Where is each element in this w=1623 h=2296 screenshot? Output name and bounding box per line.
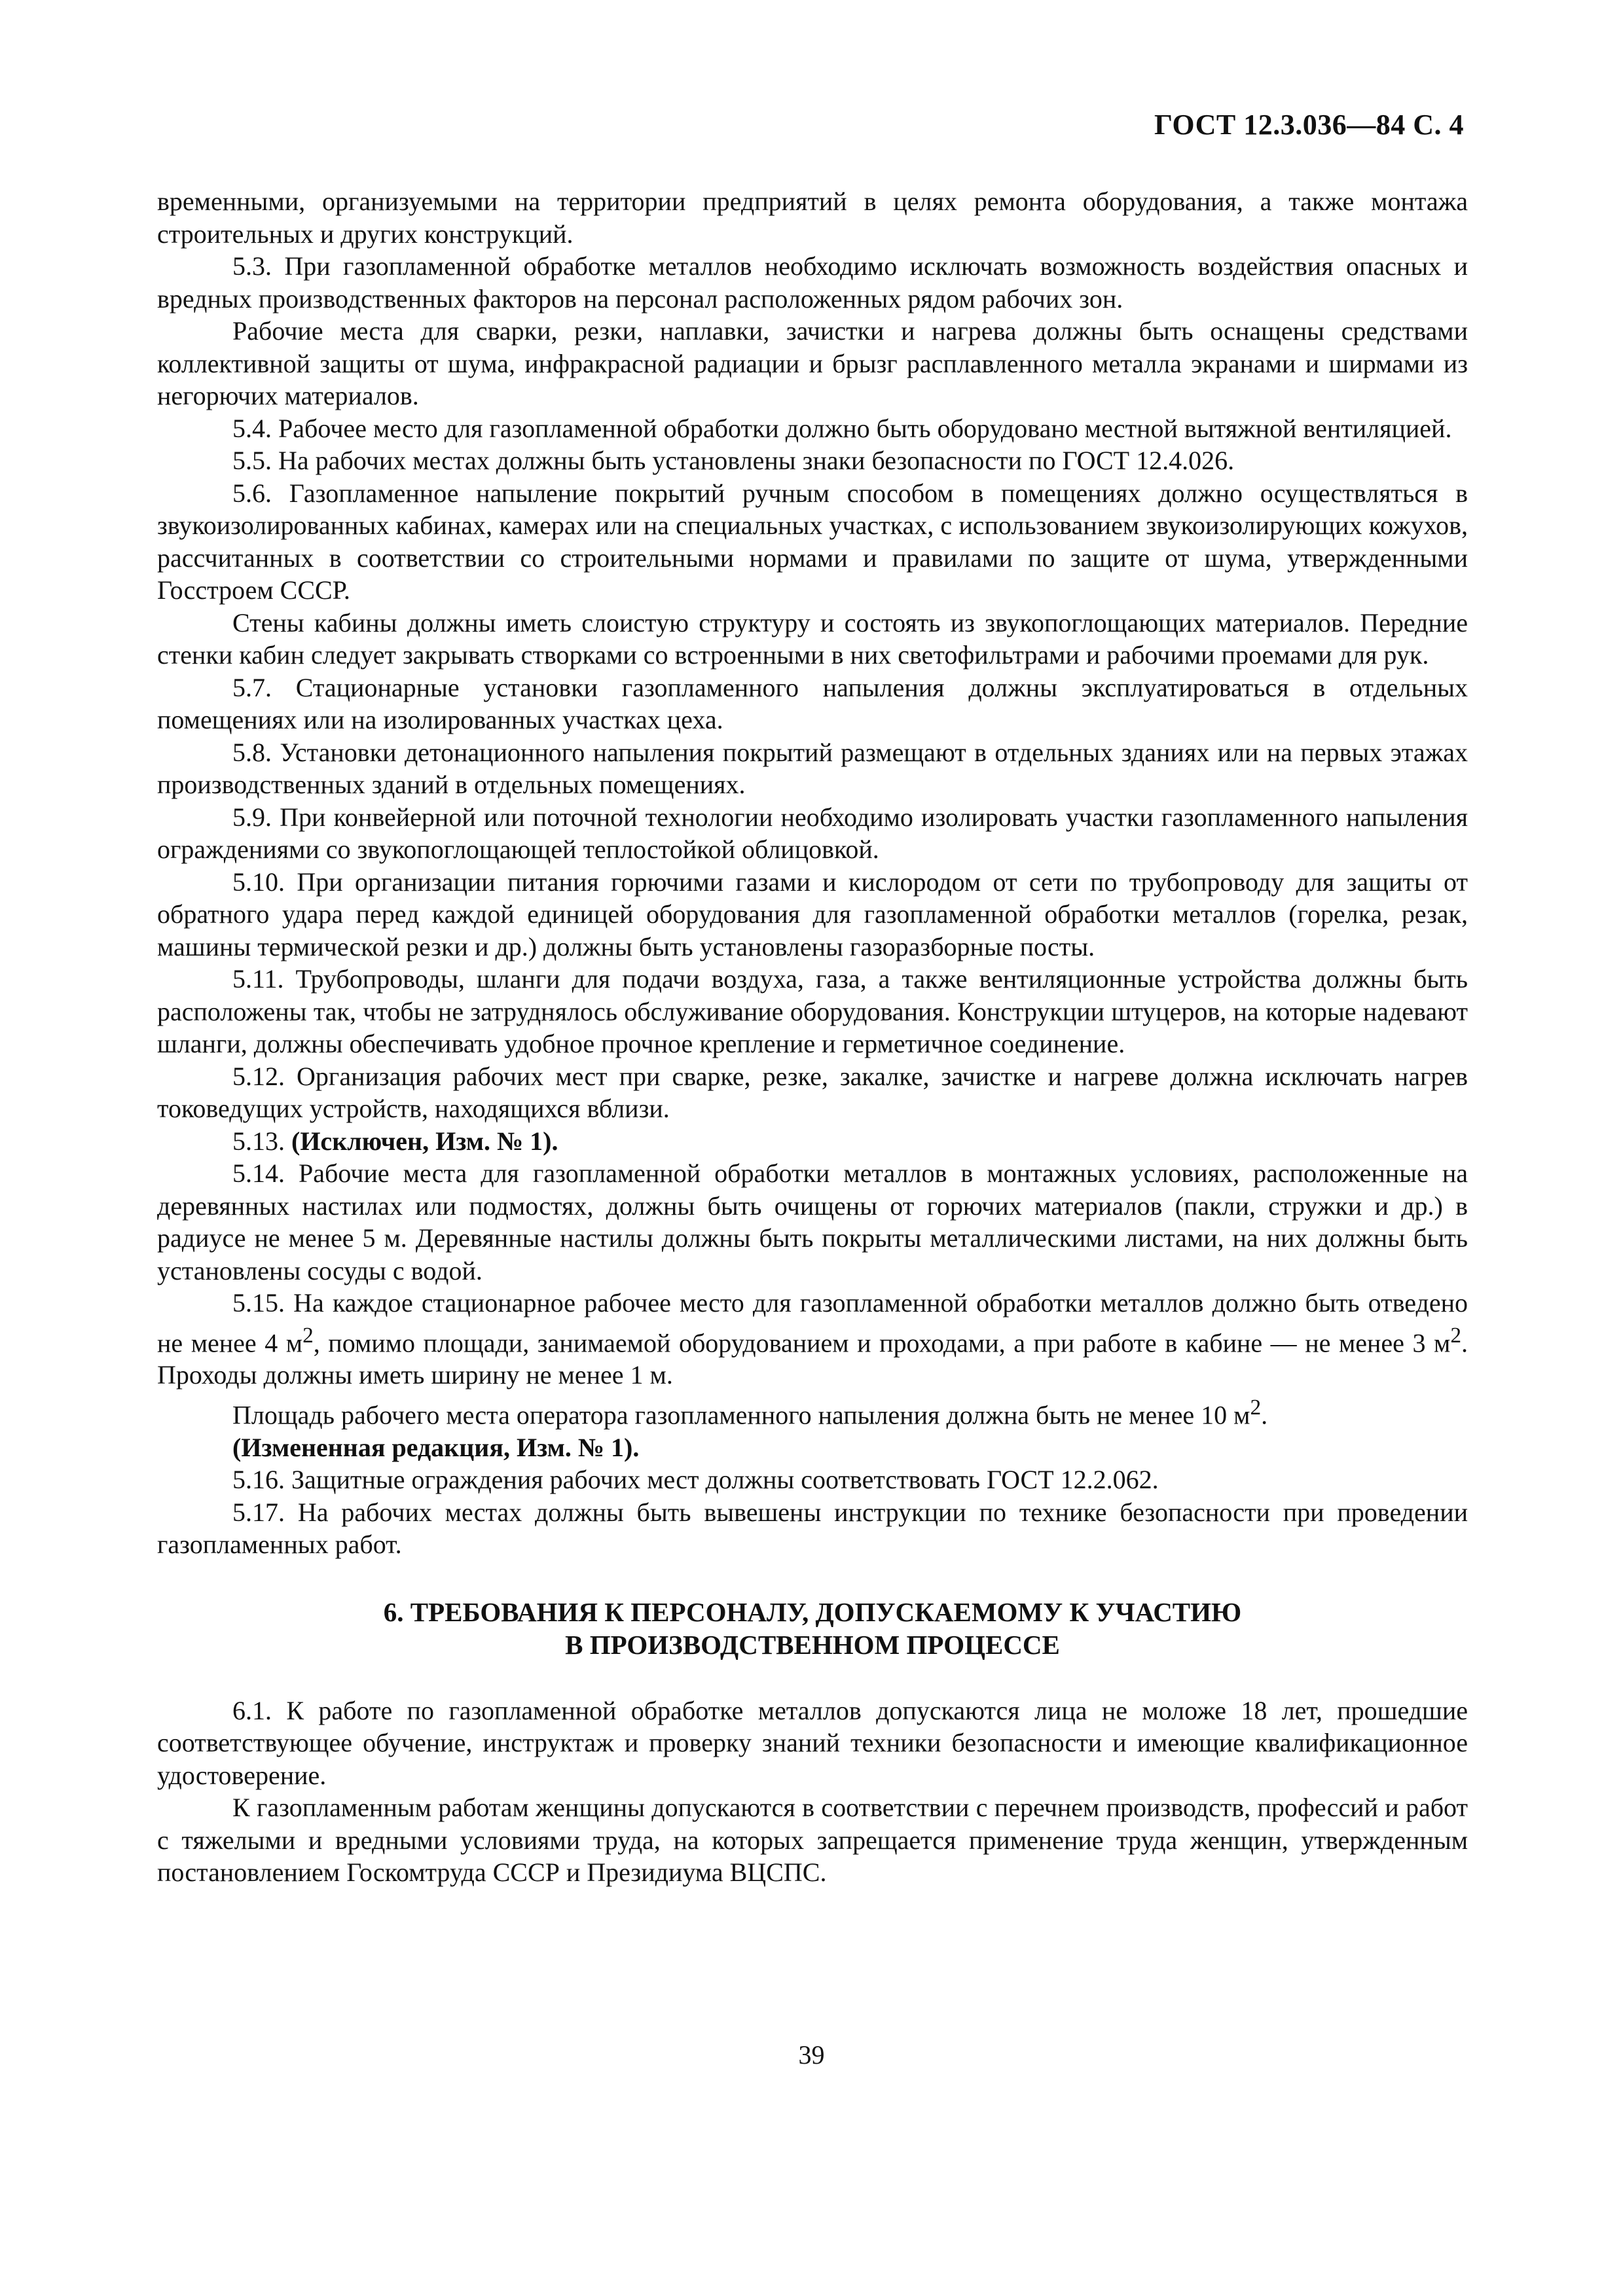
paragraph-5-12: 5.12. Организация рабочих мест при сварке, резке, закалке, зачистке и нагреве должна исключать нагрев токоведущих устройств, находящихся вблизи. — [157, 1061, 1468, 1123]
paragraph-5-7: 5.7. Стационарные установки газопламенного напыления должны эксплуатироваться в отдельных помещениях или на изолированных участках цеха. — [157, 672, 1468, 734]
page-number: 39 — [798, 2040, 825, 2070]
paragraph-5-15-area — [157, 1391, 1468, 1431]
paragraph-number: 5.13. — [232, 1126, 291, 1156]
paragraph-6-1-women: К газопламенным работам женщины допускаются в соответствии с перечнем производств, профессий и работ с тяжелыми и вредными условиями труда, на которых запрещается применение труда женщин, утвержденным постановлением Госкомтруда СССР и Президиума ВЦСПС. — [157, 1793, 1468, 1888]
text-segment: , помимо площади, занимаемой оборудованием и проходами, а при работе в кабине — не менее 3 м — [313, 1327, 1451, 1357]
text-segment: Площадь рабочего места оператора газопламенного напыления должна быть не менее 10 м — [232, 1400, 1250, 1430]
text-segment: . — [1261, 1400, 1268, 1430]
paragraph-5-5: 5.5. На рабочих местах должны быть установлены знаки безопасности по ГОСТ 12.4.026. — [232, 446, 1235, 475]
paragraph-5-11: 5.11. Трубопроводы, шланги для подачи воздуха, газа, а также вентиляционные устройства должны быть расположены так, чтобы не затруднялось обслуживание оборудования. Конструкции штуцеров, на которые надевают шланги, должны обеспечивать удобное прочное крепление и герметичное соединение. — [157, 964, 1468, 1058]
paragraph-5-14: 5.14. Рабочие места для газопламенной обработки металлов в монтажных условиях, расположенные на деревянных настилах или подмостях, должны быть очищены от горючих материалов (пакли, стружки и др.) в радиусе не менее 5 м. Деревянные настилы должны быть покрыты металлическими листами, на них должны быть установлены сосуды с водой. — [157, 1158, 1468, 1285]
section-heading — [157, 1596, 1468, 1661]
paragraph-5-10: 5.10. При организации питания горючими газами и кислородом от сети по трубопроводу для защиты от обратного удара перед каждой единицей оборудования для газопламенной обработки металлов (горелка, резак, машины термической резки и др.) должны быть установлены газоразборные посты. — [157, 867, 1468, 961]
document-body — [157, 185, 1468, 1889]
paragraph-6-1: 6.1. К работе по газопламенной обработке металлов допускаются лица не моложе 18 лет, прошедшие соответствующее обучение, инструктаж и проверку знаний техники безопасности и имеющие квалификационное удостоверение. — [157, 1695, 1468, 1790]
amendment-note: (Измененная редакция, Изм. № 1). — [232, 1432, 640, 1462]
paragraph-5-6-walls: Стены кабины должны иметь слоистую структуру и состоять из звукопоглощающих материалов. Передние стенки кабин следует закрывать створками со встроенными в них светофильтрами и рабочими проемами для рук. — [157, 607, 1468, 670]
amendment-note: (Исключен, Изм. № 1). — [291, 1126, 558, 1156]
paragraph-5-3: 5.3. При газопламенной обработке металлов необходимо исключать возможность воздействия опасных и вредных производственных факторов на персонал расположенных рядом рабочих зон. — [157, 251, 1468, 314]
paragraph-5-4: 5.4. Рабочее место для газопламенной обработки должно быть оборудовано местной вытяжной вентиляцией. — [232, 413, 1452, 443]
running-header: ГОСТ 12.3.036—84 С. 4 — [1154, 109, 1464, 141]
paragraph-5-16: 5.16. Защитные ограждения рабочих мест должны соответствовать ГОСТ 12.2.062. — [232, 1465, 1159, 1495]
superscript: 2 — [1450, 1323, 1461, 1348]
superscript: 2 — [302, 1323, 314, 1348]
paragraph-amendment-note — [157, 1431, 1468, 1464]
paragraph-5-15 — [157, 1287, 1468, 1391]
paragraph-5-13 — [157, 1125, 1468, 1158]
paragraph-5-9: 5.9. При конвейерной или поточной технологии необходимо изолировать участки газопламенного напыления ограждениями со звукопоглощающей теплостойкой облицовкой. — [157, 802, 1468, 864]
text-segment: . Проходы должны иметь ширину не менее 1 м. — [157, 1327, 1468, 1390]
paragraph-5-17: 5.17. На рабочих местах должны быть вывешены инструкции по технике безопасности при проведении газопламенных работ. — [157, 1497, 1468, 1560]
heading-line: В ПРОИЗВОДСТВЕННОМ ПРОЦЕССЕ — [565, 1629, 1060, 1660]
heading-line: 6. ТРЕБОВАНИЯ К ПЕРСОНАЛУ, ДОПУСКАЕМОМУ К УЧАСТИЮ — [383, 1596, 1242, 1627]
text-segment: 5.15. На каждое стационарное рабочее место для газопламенной обработки металлов должно быть отведено не менее 4 м — [157, 1288, 1468, 1357]
paragraph-5-8: 5.8. Установки детонационного напыления покрытий размещают в отдельных зданиях или на первых этажах производственных зданий в отдельных помещениях. — [157, 737, 1468, 799]
paragraph-5-3-workplaces: Рабочие места для сварки, резки, наплавки, зачистки и нагрева должны быть оснащены средствами коллективной защиты от шума, инфракрасной радиации и брызг расплавленного металла экранами и ширмами из негорючих материалов. — [157, 316, 1468, 410]
superscript: 2 — [1250, 1395, 1262, 1420]
paragraph-continuation: временными, организуемыми на территории предприятий в целях ремонта оборудования, а также монтажа строительных и других конструкций. — [157, 187, 1468, 249]
paragraph-5-6: 5.6. Газопламенное напыление покрытий ручным способом в помещениях должно осуществляться в звукоизолированных кабинах, камерах или на специальных участках, с использованием звукоизолирующих кожухов, рассчитанных в соответствии со строительными нормами и правилами по защите от шума, утвержденными Госстроем СССР. — [157, 478, 1468, 605]
